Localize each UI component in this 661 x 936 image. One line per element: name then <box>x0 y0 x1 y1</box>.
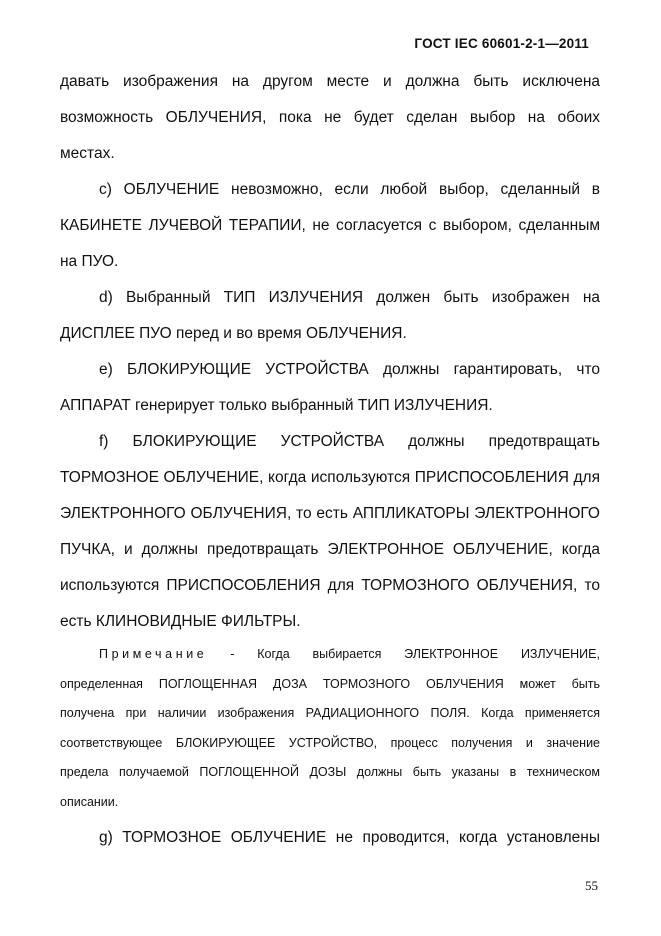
note-label: Примечание <box>99 647 208 661</box>
final-text-block <box>60 820 600 856</box>
text-line: используются ПРИСПОСОБЛЕНИЯ для ТОРМОЗНОГО ОБЛУЧЕНИЯ, то <box>60 577 600 594</box>
note-dash: - <box>230 647 235 661</box>
text-line: ПУЧКА, и должны предотвращать ЭЛЕКТРОННОЕ ОБЛУЧЕНИЕ, когда <box>60 541 600 558</box>
note-line: соответствующее БЛОКИРУЮЩЕЕ УСТРОЙСТВО, процесс получения и значение <box>60 735 600 750</box>
note-line: описании. <box>60 794 119 809</box>
page-number: 55 <box>585 878 598 893</box>
text-line: на ПУО. <box>60 253 119 270</box>
list-item-e: е) БЛОКИРУЮЩИЕ УСТРОЙСТВА должны гарантировать, что <box>99 361 600 378</box>
list-item-f: f) БЛОКИРУЮЩИЕ УСТРОЙСТВА должны предотвращать <box>99 433 600 450</box>
main-text-block <box>60 64 600 640</box>
note-first-line-text: Когда выбирается ЭЛЕКТРОННОЕ ИЗЛУЧЕНИЕ, <box>257 647 600 661</box>
text-line: местах. <box>60 145 115 162</box>
text-line: ЭЛЕКТРОННОГО ОБЛУЧЕНИЯ, то есть АППЛИКАТОРЫ ЭЛЕКТРОННОГО <box>60 505 600 522</box>
note-block <box>60 640 600 818</box>
text-line: есть КЛИНОВИДНЫЕ ФИЛЬТРЫ. <box>60 613 301 630</box>
list-item-g: g) ТОРМОЗНОЕ ОБЛУЧЕНИЕ не проводится, когда установлены <box>99 829 600 846</box>
text-line: ДИСПЛЕЕ ПУО перед и во время ОБЛУЧЕНИЯ. <box>60 325 407 342</box>
text-line: КАБИНЕТЕ ЛУЧЕВОЙ ТЕРАПИИ, не согласуется с выбором, сделанным <box>60 217 600 234</box>
text-line: возможность ОБЛУЧЕНИЯ, пока не будет сделан выбор на обоих <box>60 109 600 126</box>
list-item-c: с) ОБЛУЧЕНИЕ невозможно, если любой выбор, сделанный в <box>99 181 600 198</box>
text-line: АППАРАТ генерирует только выбранный ТИП ИЗЛУЧЕНИЯ. <box>60 397 493 414</box>
note-first-line <box>60 640 600 670</box>
text-line: давать изображения на другом месте и должна быть исключена <box>60 73 600 90</box>
list-item-d: d) Выбранный ТИП ИЗЛУЧЕНИЯ должен быть изображен на <box>99 289 600 306</box>
document-code-header: ГОСТ IEC 60601-2-1—2011 <box>414 36 589 51</box>
note-line: определенная ПОГЛОЩЕННАЯ ДОЗА ТОРМОЗНОГО ОБЛУЧЕНИЯ может быть <box>60 676 600 691</box>
note-line: получена при наличии изображения РАДИАЦИОННОГО ПОЛЯ. Когда применяется <box>60 706 600 721</box>
note-line: предела получаемой ПОГЛОЩЕННОЙ ДОЗЫ должны быть указаны в техническом <box>60 765 600 780</box>
text-line: ТОРМОЗНОЕ ОБЛУЧЕНИЕ, когда используются ПРИСПОСОБЛЕНИЯ для <box>60 469 600 486</box>
